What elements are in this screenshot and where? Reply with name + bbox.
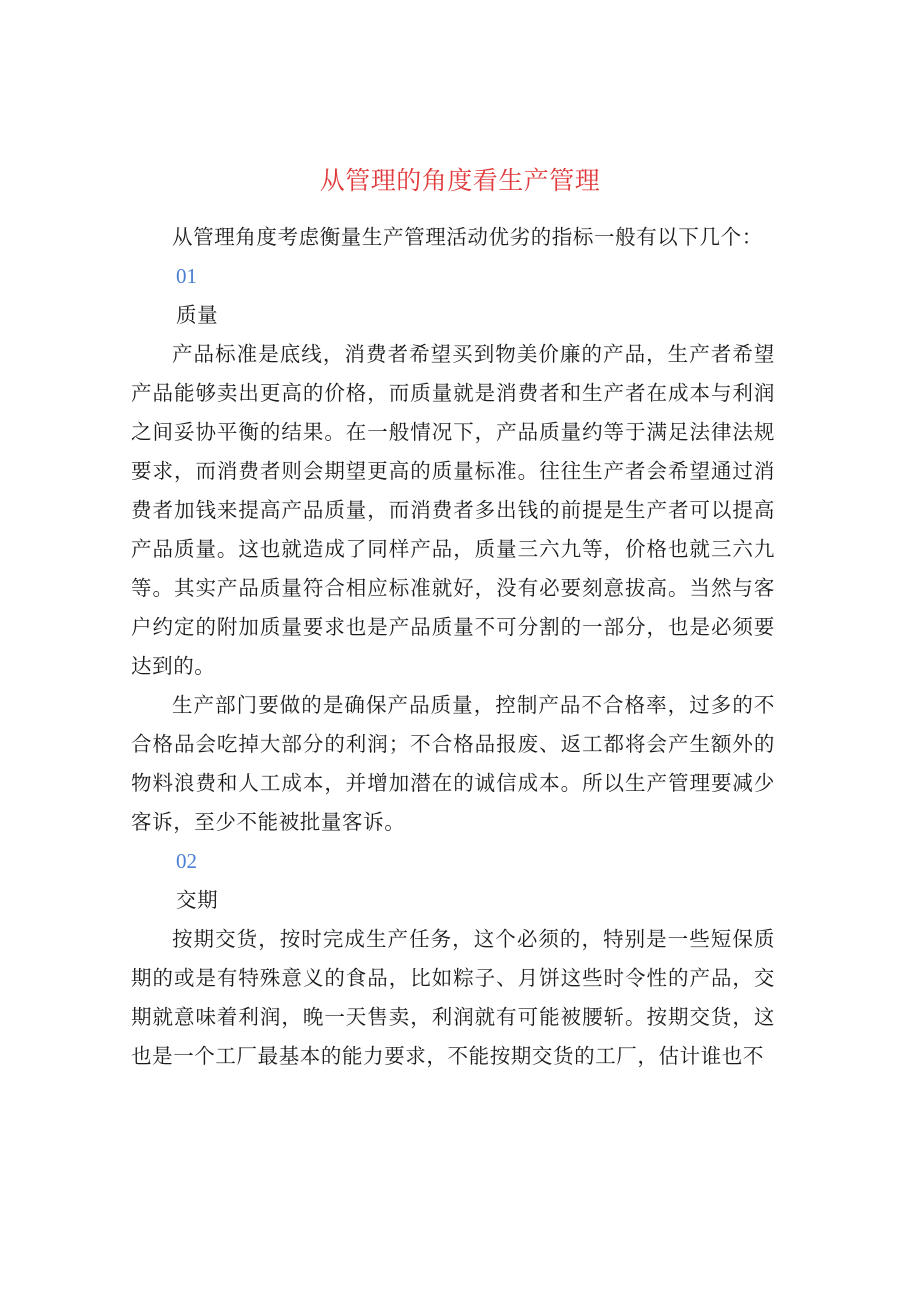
body-paragraph: 生产部门要做的是确保产品质量，控制产品不合格率，过多的不合格品会吃掉大部分的利润；不合格品报废、返工都将会产生额外的物料浪费和人工成本，并增加潜在的诚信成本。所以生产管理要减少客诉，至少不能被批量客诉。 (131, 693, 775, 834)
body-paragraph: 产品标准是底线，消费者希望买到物美价廉的产品，生产者希望产品能够卖出更高的价格，而质量就是消费者和生产者在成本与利润之间妥协平衡的结果。在一般情况下，产品质量约等于满足法律法规要求，而消费者则会期望更高的质量标准。往往生产者会希望通过消费者加钱来提高产品质量，而消费者多出钱的前提是生产者可以提高产品质量。这也就造成了同样产品，质量三六九等，价格也就三六九等。其实产品质量符合相应标准就好，没有必要刻意拔高。当然与客户约定的附加质量要求也是产品质量不可分割的一部分，也是必须要达到的。 (131, 342, 775, 678)
body-paragraph: 按期交货，按时完成生产任务，这个必须的，特别是一些短保质期的或是有特殊意义的食品，比如粽子、月饼这些时令性的产品，交期就意味着利润，晚一天售卖，利润就有可能被腰斩。按期交货，这也是一个工厂最基本的能力要求，不能按期交货的工厂，估计谁也不 (131, 927, 775, 1068)
section-heading: 交期 (176, 888, 219, 912)
section-number: 01 (176, 264, 197, 288)
document-body (131, 218, 775, 1076)
intro-paragraph: 从管理角度考虑衡量生产管理活动优劣的指标一般有以下几个： (172, 225, 763, 249)
document-title: 从管理的角度看生产管理 (319, 166, 601, 195)
section-number: 02 (176, 849, 197, 873)
section-heading: 质量 (176, 303, 219, 327)
